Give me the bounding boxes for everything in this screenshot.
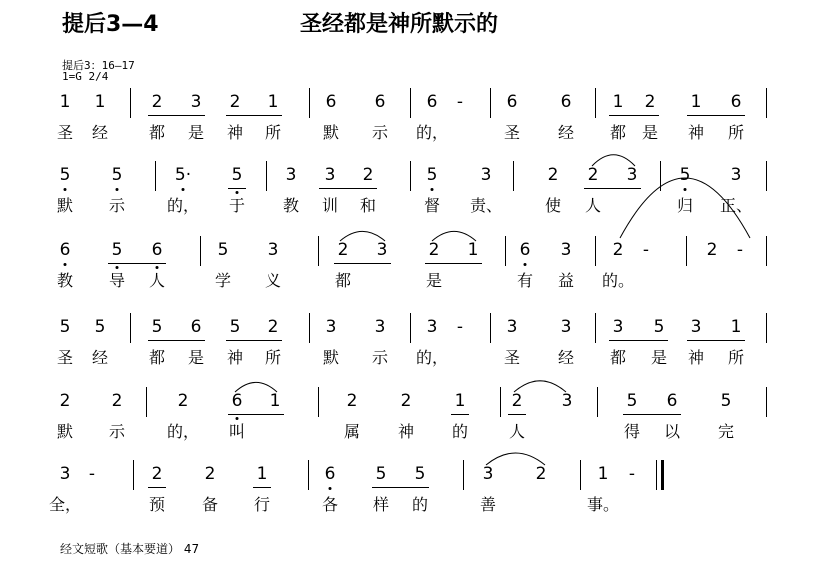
note: 5 xyxy=(151,317,163,337)
note: 3 xyxy=(482,464,494,484)
note: 3 xyxy=(560,317,572,337)
lyric-character: 义 xyxy=(264,271,282,290)
note-dash: - xyxy=(456,92,464,112)
score-row xyxy=(0,157,825,227)
lyric-character: 使 xyxy=(544,196,562,215)
note: 3 xyxy=(374,317,386,337)
lyric-character: 都 xyxy=(148,348,166,367)
score-row xyxy=(0,383,825,453)
slur-arc xyxy=(486,453,545,465)
lyric-character: 学 xyxy=(214,271,232,290)
lyric-character: 神 xyxy=(397,422,415,441)
note: 2 xyxy=(177,391,189,411)
lyric-character: 神 xyxy=(687,348,705,367)
eighth-note-underline xyxy=(609,340,668,341)
note: 1 xyxy=(267,92,279,112)
note: 2 xyxy=(59,391,71,411)
note: 2 xyxy=(346,391,358,411)
note: 5 xyxy=(231,165,243,185)
lyric-character: 经 xyxy=(91,348,109,367)
lyric-character: 默 xyxy=(56,196,74,215)
note: 6 xyxy=(325,92,337,112)
lyric-character: 的， xyxy=(415,123,449,142)
lyric-character: 正、 xyxy=(719,196,753,215)
score-row xyxy=(0,456,825,526)
note: 1 xyxy=(269,391,281,411)
note: 5 xyxy=(414,464,426,484)
note: 2 xyxy=(428,240,440,260)
note: 3 xyxy=(690,317,702,337)
lyric-character: 善 xyxy=(479,495,497,514)
lyric-character: 于 xyxy=(228,196,246,215)
lyric-character: 督 xyxy=(423,196,441,215)
note: 1 xyxy=(467,240,479,260)
note: 2 xyxy=(511,391,523,411)
bar-line xyxy=(490,313,491,343)
note: 1 xyxy=(597,464,609,484)
lyric-character: 备 xyxy=(201,495,219,514)
lyric-character: 属 xyxy=(343,422,361,441)
bar-line xyxy=(595,313,596,343)
note: 5 xyxy=(229,317,241,337)
note: 6 xyxy=(426,92,438,112)
note: 6 xyxy=(666,391,678,411)
lyric-character: 全， xyxy=(48,495,82,514)
eighth-note-underline xyxy=(148,115,205,116)
note: 6 xyxy=(324,464,336,484)
note: 6 xyxy=(151,240,163,260)
note: 5· xyxy=(174,165,192,185)
note: 2 xyxy=(400,391,412,411)
lyric-character: 示 xyxy=(371,123,389,142)
lyric-character: 经 xyxy=(557,348,575,367)
note-dash: - xyxy=(456,317,464,337)
eighth-note-underline xyxy=(226,115,282,116)
slur-layer xyxy=(0,456,825,526)
note: 3 xyxy=(506,317,518,337)
lyric-character: 行 xyxy=(253,495,271,514)
note: 5 xyxy=(679,165,691,185)
note: 6 xyxy=(730,92,742,112)
lyric-character: 所 xyxy=(264,348,282,367)
lyric-character: 所 xyxy=(727,348,745,367)
note-dash: - xyxy=(736,240,744,260)
note: 1 xyxy=(256,464,268,484)
bar-line xyxy=(130,313,131,343)
slur-arc xyxy=(340,231,385,241)
slur-layer xyxy=(0,232,825,302)
note: 5 xyxy=(59,165,71,185)
note: 3 xyxy=(426,317,438,337)
note: 5 xyxy=(94,317,106,337)
note: 6 xyxy=(59,240,71,260)
note: 1 xyxy=(59,92,71,112)
slur-arc xyxy=(620,178,753,238)
note-dash: - xyxy=(88,464,96,484)
lyric-character: 益 xyxy=(557,271,575,290)
bar-line xyxy=(595,88,596,118)
note: 1 xyxy=(454,391,466,411)
note: 5 xyxy=(720,391,732,411)
lyric-character: 默 xyxy=(322,348,340,367)
lyric-character: 是 xyxy=(187,348,205,367)
lyric-character: 教 xyxy=(282,196,300,215)
note: 6 xyxy=(231,391,243,411)
lyric-character: 是 xyxy=(650,348,668,367)
lyric-character: 有 xyxy=(516,271,534,290)
lyric-character: 都 xyxy=(148,123,166,142)
note: 5 xyxy=(426,165,438,185)
note: 2 xyxy=(204,464,216,484)
lyric-character: 圣 xyxy=(56,348,74,367)
lyric-character: 神 xyxy=(687,123,705,142)
lyric-character: 是 xyxy=(425,271,443,290)
lyric-character: 人 xyxy=(584,196,602,215)
bar-line xyxy=(410,88,411,118)
lyric-character: 圣 xyxy=(56,123,74,142)
lyric-character: 都 xyxy=(609,348,627,367)
note: 2 xyxy=(644,92,656,112)
eighth-note-underline xyxy=(687,340,745,341)
note: 1 xyxy=(730,317,742,337)
lyric-character: 人 xyxy=(148,271,166,290)
lyric-character: 训 xyxy=(321,196,339,215)
lyric-character: 的 xyxy=(451,422,469,441)
bar-line xyxy=(490,88,491,118)
note: 2 xyxy=(547,165,559,185)
bar-line xyxy=(130,88,131,118)
note: 5 xyxy=(111,240,123,260)
lyric-character: 的 xyxy=(411,495,429,514)
note: 3 xyxy=(626,165,638,185)
note: 1 xyxy=(690,92,702,112)
lyric-character: 经 xyxy=(557,123,575,142)
slur-arc xyxy=(592,155,635,166)
note: 2 xyxy=(587,165,599,185)
lyric-character: 归 xyxy=(676,196,694,215)
note: 3 xyxy=(480,165,492,185)
bar-line xyxy=(766,88,767,118)
note: 2 xyxy=(706,240,718,260)
lyric-character: 示 xyxy=(371,348,389,367)
note: 3 xyxy=(190,92,202,112)
bar-line xyxy=(766,313,767,343)
note: 3 xyxy=(324,165,336,185)
lyric-character: 以 xyxy=(663,422,681,441)
lyric-character: 示 xyxy=(108,422,126,441)
note-dash: - xyxy=(642,240,650,260)
note: 6 xyxy=(519,240,531,260)
note: 6 xyxy=(190,317,202,337)
slur-arc xyxy=(514,381,566,392)
lyric-character: 所 xyxy=(264,123,282,142)
eighth-note-underline xyxy=(687,115,745,116)
note: 3 xyxy=(325,317,337,337)
lyric-character: 事。 xyxy=(586,495,620,514)
note: 5 xyxy=(653,317,665,337)
bar-line xyxy=(309,88,310,118)
score-row xyxy=(0,232,825,302)
note: 2 xyxy=(267,317,279,337)
note: 3 xyxy=(59,464,71,484)
slur-layer xyxy=(0,383,825,453)
bar-line xyxy=(410,313,411,343)
note: 3 xyxy=(285,165,297,185)
bar-line xyxy=(309,313,310,343)
lyric-character: 样 xyxy=(372,495,390,514)
lyric-character: 默 xyxy=(56,422,74,441)
page-footer: 经文短歌（基本要道） 47 xyxy=(60,542,200,556)
lyric-character: 各 xyxy=(321,495,339,514)
note: 5 xyxy=(375,464,387,484)
lyric-character: 的。 xyxy=(601,271,635,290)
lyric-character: 完 xyxy=(717,422,735,441)
lyric-character: 的， xyxy=(415,348,449,367)
lyric-character: 圣 xyxy=(503,123,521,142)
lyric-character: 默 xyxy=(322,123,340,142)
note: 1 xyxy=(94,92,106,112)
lyric-character: 是 xyxy=(187,123,205,142)
slur-arc xyxy=(235,382,277,392)
note: 2 xyxy=(111,391,123,411)
lyric-character: 叫 xyxy=(228,422,246,441)
hymn-number: 提后3—4 xyxy=(62,12,159,37)
lyric-character: 责、 xyxy=(469,196,503,215)
note: 2 xyxy=(229,92,241,112)
note: 6 xyxy=(506,92,518,112)
hymn-title: 圣经都是神所默示的 xyxy=(300,12,499,37)
note: 2 xyxy=(337,240,349,260)
note: 5 xyxy=(626,391,638,411)
slur-layer xyxy=(0,157,825,227)
note: 3 xyxy=(730,165,742,185)
note: 1 xyxy=(612,92,624,112)
note: 3 xyxy=(561,391,573,411)
lyric-character: 导 xyxy=(108,271,126,290)
note: 5 xyxy=(111,165,123,185)
eighth-note-underline xyxy=(609,115,659,116)
note: 2 xyxy=(151,92,163,112)
lyric-character: 所 xyxy=(727,123,745,142)
note: 3 xyxy=(267,240,279,260)
note-dash: - xyxy=(628,464,636,484)
eighth-note-underline xyxy=(226,340,282,341)
note: 5 xyxy=(217,240,229,260)
note: 6 xyxy=(374,92,386,112)
note: 2 xyxy=(362,165,374,185)
note: 2 xyxy=(612,240,624,260)
note: 2 xyxy=(535,464,547,484)
eighth-note-underline xyxy=(148,340,205,341)
lyric-character: 神 xyxy=(226,348,244,367)
lyric-character: 教 xyxy=(56,271,74,290)
lyric-character: 经 xyxy=(91,123,109,142)
note: 2 xyxy=(151,464,163,484)
note: 6 xyxy=(560,92,572,112)
lyric-character: 都 xyxy=(334,271,352,290)
lyric-character: 得 xyxy=(623,422,641,441)
note: 3 xyxy=(612,317,624,337)
note: 3 xyxy=(376,240,388,260)
lyric-character: 圣 xyxy=(503,348,521,367)
key-signature: 1=G 2/4 xyxy=(62,70,109,83)
lyric-character: 神 xyxy=(226,123,244,142)
lyric-character: 人 xyxy=(508,422,526,441)
score-row xyxy=(0,309,825,379)
lyric-character: 的， xyxy=(166,422,200,441)
score-row xyxy=(0,84,825,154)
lyric-character: 都 xyxy=(609,123,627,142)
lyric-character: 预 xyxy=(148,495,166,514)
note: 3 xyxy=(560,240,572,260)
lyric-character: 是 xyxy=(641,123,659,142)
lyric-character: 和 xyxy=(359,196,377,215)
scripture-reference: 提后3：16—17 xyxy=(62,59,135,72)
lyric-character: 的， xyxy=(166,196,200,215)
slur-arc xyxy=(432,231,476,241)
lyric-character: 示 xyxy=(108,196,126,215)
note: 5 xyxy=(59,317,71,337)
